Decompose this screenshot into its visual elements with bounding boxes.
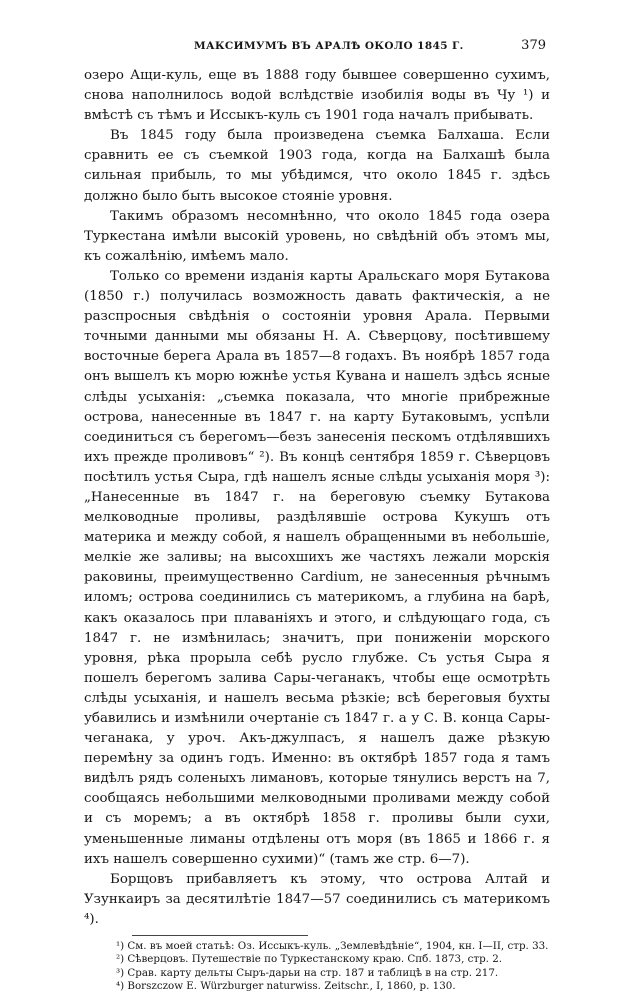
book-page: [84, 38, 550, 994]
page-header: [84, 38, 550, 58]
paragraph-turkestan-lakes: Такимъ образомъ несомнѣнно, что около 1845 года озера Туркестана имѣли высокій уровень, но свѣдѣній объ этомъ мы, къ сожалѣнію, имѣемъ мало.: [84, 208, 550, 264]
paragraph-borshchov: Борщовъ прибавляетъ къ этому, что острова Алтай и Узункаиръ за десятилѣтіе 1847—57 соединились съ материкомъ ⁴).: [84, 871, 550, 927]
footnotes: [84, 940, 550, 994]
page-number: 379: [521, 38, 546, 53]
paragraph-ashi-kul: озеро Ащи-куль, еще въ 1888 году бывшее совершенно сухимъ, снова наполнилось водой вслѣдствіе изобилія воды въ Чу ¹) и вмѣстѣ съ тѣмъ и Иссыкъ-куль съ 1901 года началъ прибывать.: [84, 68, 550, 124]
footnote-divider: [132, 935, 308, 936]
running-head: МАКСИМУМЪ ВЪ АРАЛѢ ОКОЛО 1845 Г.: [194, 40, 464, 52]
body-text: [84, 66, 550, 930]
footnote-4: ⁴) Borszczow E. Würzburger naturwiss. Zeitschr., I, 1860, p. 130.: [116, 980, 456, 993]
paragraph-balkhash-survey: Въ 1845 году была произведена съемка Балхаша. Если сравнить ее съ съемкой 1903 года, когда на Балхашѣ была сильная прибыль, то мы убѣдимся, что около 1845 г. здѣсь должно было быть высокое стояніе уровня.: [84, 128, 550, 204]
paragraph-severtsov-observations: Только со времени изданія карты Аральскаго моря Бутакова (1850 г.) получилась возможность давать фактическія, а не разспросныя свѣдѣнія о состояніи уровня Арала. Первыми точными данными мы обязаны Н. А. Сѣверцову, посѣтившему восточные берега Арала въ 1857—8 годахъ. Въ ноябрѣ 1857 года онъ вышелъ къ морю южнѣе устья Кувана и нашелъ здѣсь ясные слѣды усыханія: „съемка показала, что многіе прибрежные острова, нанесенные въ 1847 г. на карту Бутаковымъ, успѣли соединиться съ берегомъ—безъ занесенія пескомъ отдѣлявшихъ ихъ прежде проливовъ“ ²). Въ концѣ сентября 1859 г. Сѣверцовъ посѣтилъ устья Сыра, гдѣ нашелъ ясные слѣды усыханія моря ³): „Нанесенные въ 1847 г. на береговую съемку Бутакова мелководные проливы, раздѣлявшіе острова Кукушъ отъ материка и между собой, я нашелъ обращенными въ небольшіе, мелкіе же заливы; на высохшихъ же частяхъ лежали морскія раковины, преимущественно Cardium, не занесенныя рѣчнымъ иломъ; острова соединились съ материкомъ, а глубина на барѣ, какъ оказалось при плаваніяхъ и этого, и слѣдующаго года, съ 1847 г. не измѣнилась; значитъ, при пониженіи морского уровня, рѣка прорыла себѣ русло глубже. Съ устья Сыра я пошелъ берегомъ залива Сары-чеганакъ, чтобы еще осмотрѣть слѣды усыханія, и нашелъ весьма рѣзкіе; всѣ береговыя бухты убавились и измѣнили очертаніе съ 1847 г. а у С. В. конца Сары-чеганака, у уроч. Акъ-джулпасъ, я нашелъ даже рѣзкую перемѣну за одинъ годъ. Именно: въ октябрѣ 1857 года я тамъ видѣлъ рядъ соленыхъ лимановъ, которые тянулись верстъ на 7, сообщаясь небольшими мелководными проливами между собой и съ моремъ; а въ октябрѣ 1858 г. проливы были сухи, уменьшенные лиманы отдѣлены отъ моря (въ 1865 и 1866 г. я ихъ нашелъ совершенно сухими)“ (тамъ же стр. 6—7).: [84, 268, 550, 867]
footnote-1: ¹) См. въ моей статьѣ: Оз. Иссыкъ-куль. „Землевѣдѣніе“, 1904, кн. I—II, стр. 33.: [116, 940, 549, 953]
footnote-3: ³) Срав. карту дельты Сыръ-дарьи на стр. 187 и таблицѣ в на стр. 217.: [116, 966, 499, 979]
footnote-2: ²) Сѣверцовъ. Путешествіе по Туркестанскому краю. Спб. 1873, стр. 2.: [116, 953, 503, 966]
